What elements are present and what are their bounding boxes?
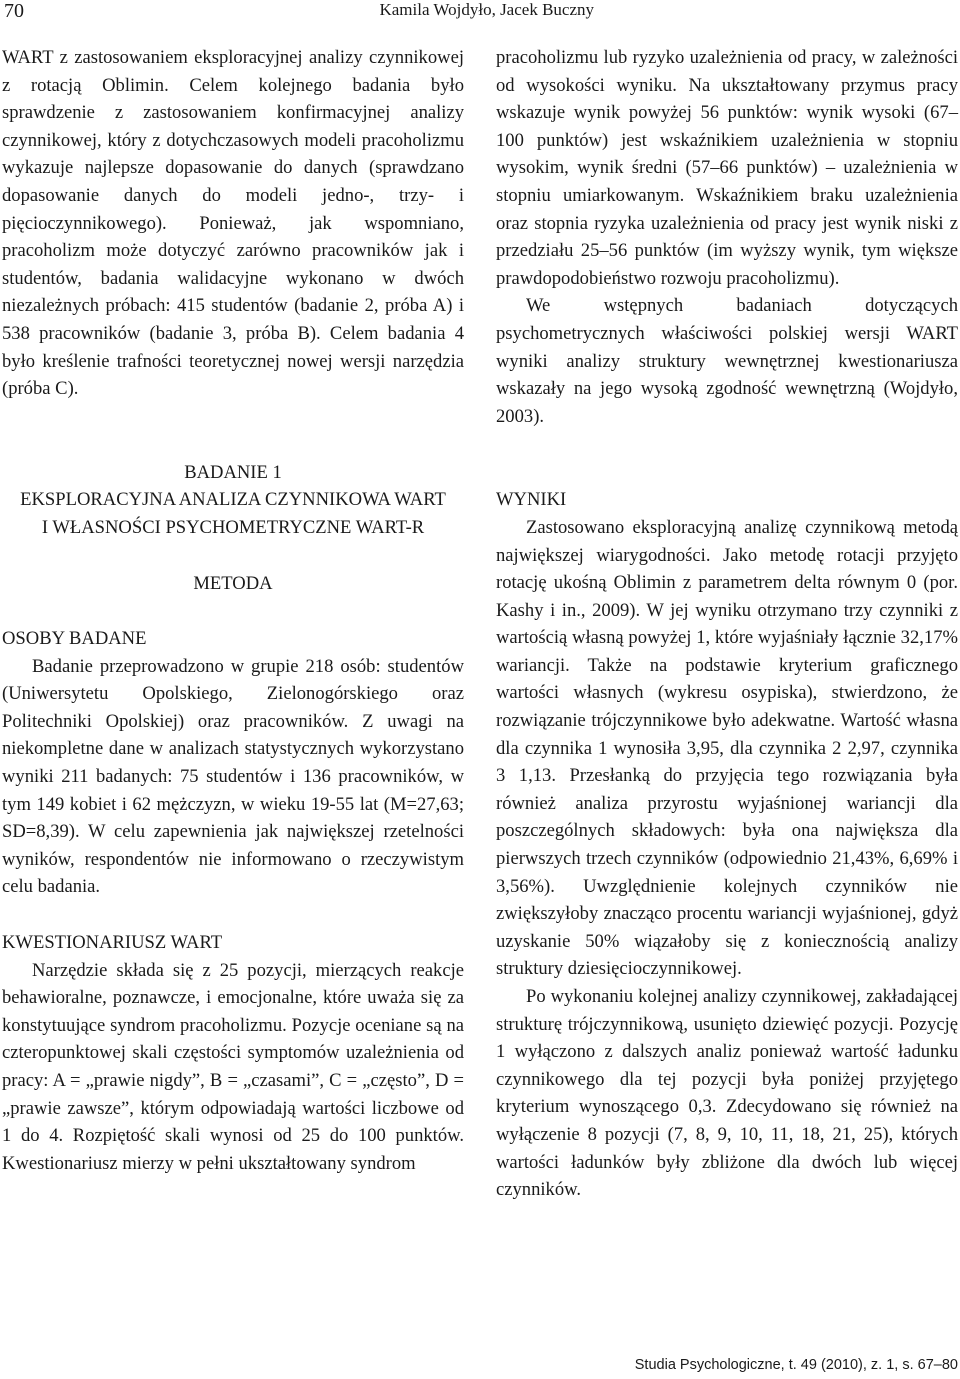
results-paragraph-1: Zastosowano eksploracyjną analizę czynnikową metodą największej wiarygodności. Jako metodę rotacji przyjęto rotację ukośną Oblimin z parametrem delta równym 0 (por. Kashy i in., 2009). W jej wyniku otrzymano trzy czynniki z wartością własną powyżej 1, które wyjaśniały łącznie 32,17% wariancji. Także na podstawie kryterium graficznego wartości własnych (wykresu osypiska), stwierdzono, że rozwiązanie trójczynnikowe było adekwatne. Wartość własna dla czynnika 1 wynosiła 3,95, dla czynnika 2 2,97, czynnika 3 1,13. Przesłanką do przyjęcia tego rozwiązania była również analiza przyrostu wyjaśnionej wariancji dla poszczególnych składowych: była ona największa dla pierwszych trzech czynników (odpowiednio 21,43%, 6,69% i 3,56%). Uwzględnienie kolejnych czynników nie zwiększyłoby znacząco procentu wariancji wyjaśnionej, gdyż uzyskanie 50% wiązałoby się z koniecznością analizy struktury dziesięcioczynnikowej.	[496, 516, 958, 980]
method-heading: METODA	[193, 572, 273, 594]
results-heading: WYNIKI	[496, 489, 567, 511]
running-head: Kamila Wojdyło, Jacek Buczny	[379, 0, 594, 19]
study-heading: BADANIE 1	[184, 461, 282, 483]
spacer	[2, 542, 464, 570]
subjects-heading: OSOBY BADANE	[2, 628, 147, 650]
continuation-paragraph: pracoholizmu lub ryzyko uzależnienia od pracy, w zależności od wysokości wyniku. Na ukształtowany przymus pracy wskazuje wynik powyżej 56 punktów: wynik wysoki (67–100 punktów) jest wskaźnikiem uzależnienia w stopniu wysokim, wynik średni (57–66 punktów) – uzależnienia w stopniu umiarkowanym. Wskaźnikiem braku uzależnienia oraz stopnia ryzyka uzależnienia od pracy jest wynik niski z przedziału 25–56 punktów (im wyższy wynik, tym większe prawdopodobieństwo rozwoju pracoholizmu).	[496, 47, 958, 289]
journal-citation: Studia Psychologiczne, t. 49 (2010), z. 1, s. 67–80	[634, 1357, 958, 1373]
results-paragraph-2: Po wykonaniu kolejnej analizy czynnikowej, zakładającej strukturę trójczynnikową, usunięto dziewięć pozycji. Pozycję 1 wyłączono z dalszych analiz ponieważ wartość ładunku czynnikowego dla tej pozycji była poniżej przyjętego kryterium wynoszącego 0,3. Zdecydowano się również na wyłączenie 8 pozycji (7, 8, 9, 10, 11, 18, 21, 25), których wartości ładunków były zbliżone dla dwóch lub więcej czynników.	[496, 986, 958, 1201]
spacer	[2, 597, 464, 625]
study-subheading-line2: I WŁASNOŚCI PSYCHOMETRYCZNE WART-R	[41, 516, 425, 538]
page-number: 70	[4, 0, 24, 22]
left-column	[2, 44, 464, 1177]
questionnaire-paragraph: Narzędzie składa się z 25 pozycji, mierzących reakcje behawioralne, poznawcze, i emocjonalne, które uważa się za konstytuujące syndrom pracoholizmu. Pozycje oceniane są na czteropunktowej skali częstości symptomów uzależnienia od pracy: A = „prawie nigdy”, B = „czasami”, C = „często”, D = „prawie zawsze”, którym odpowiadają wartości liczbowe od 1 do 4. Rozpiętość skali wynosi od 25 do 100 punktów. Kwestionariusz mierzy w pełni ukształtowany syndrom	[2, 959, 464, 1174]
right-column	[496, 44, 958, 1204]
intro-paragraph: WART z zastosowaniem eksploracyjnej analizy czynnikowej z rotacją Oblimin. Celem kolejnego badania było sprawdzenie z zastosowaniem konfirmacyjnej analizy czynnikowej, który z dotychczasowych modeli pracoholizmu wykazuje najlepsze dopasowanie do danych (sprawdzano dopasowanie danych do modeli jedno-, trzy- i pięcioczynnikowego). Ponieważ, jak wspomniano, pracoholizm może dotyczyć zarówno pracowników jak i studentów, badania walidacyjne wykonano w dwóch niezależnych próbach: 415 studentów (badanie 2, próba A) i 538 pracowników (badanie 3, próba B). Celem badania 4 było kreślenie trafności teoretycznej nowej wersji narzędzia (próba C).	[2, 47, 464, 400]
subjects-paragraph: Badanie przeprowadzono w grupie 218 osób: studentów (Uniwersytetu Opolskiego, Zielonogórskiego oraz Politechniki Opolskiej) oraz pracowników. Z uwagi na niekompletne dane w analizach statystycznych wykorzystano wyniki 211 badanych: 75 studentów i 136 pracowników, w tym 149 kobiet i 62 mężczyzn, w wieku 19-55 lat (M=27,63; SD=8,39). W celu zapewnienia jak największej rzetelności wyników, respondentów nie informowano o rzeczywistym celu badania.	[2, 655, 464, 898]
study-subheading-line1: EKSPLORACYJNA ANALIZA CZYNNIKOWA WART	[20, 489, 446, 511]
questionnaire-heading: KWESTIONARIUSZ WART	[2, 932, 223, 954]
spacer	[2, 403, 464, 459]
psychometric-paragraph: We wstępnych badaniach dotyczących psychometrycznych właściwości polskiej wersji WART wyniki analizy struktury wewnętrznej kwestionariusza wskazały na jego wysoką zgodność wewnętrzną (Wojdyło, 2003).	[496, 295, 958, 427]
spacer	[496, 430, 958, 486]
spacer	[2, 901, 464, 929]
